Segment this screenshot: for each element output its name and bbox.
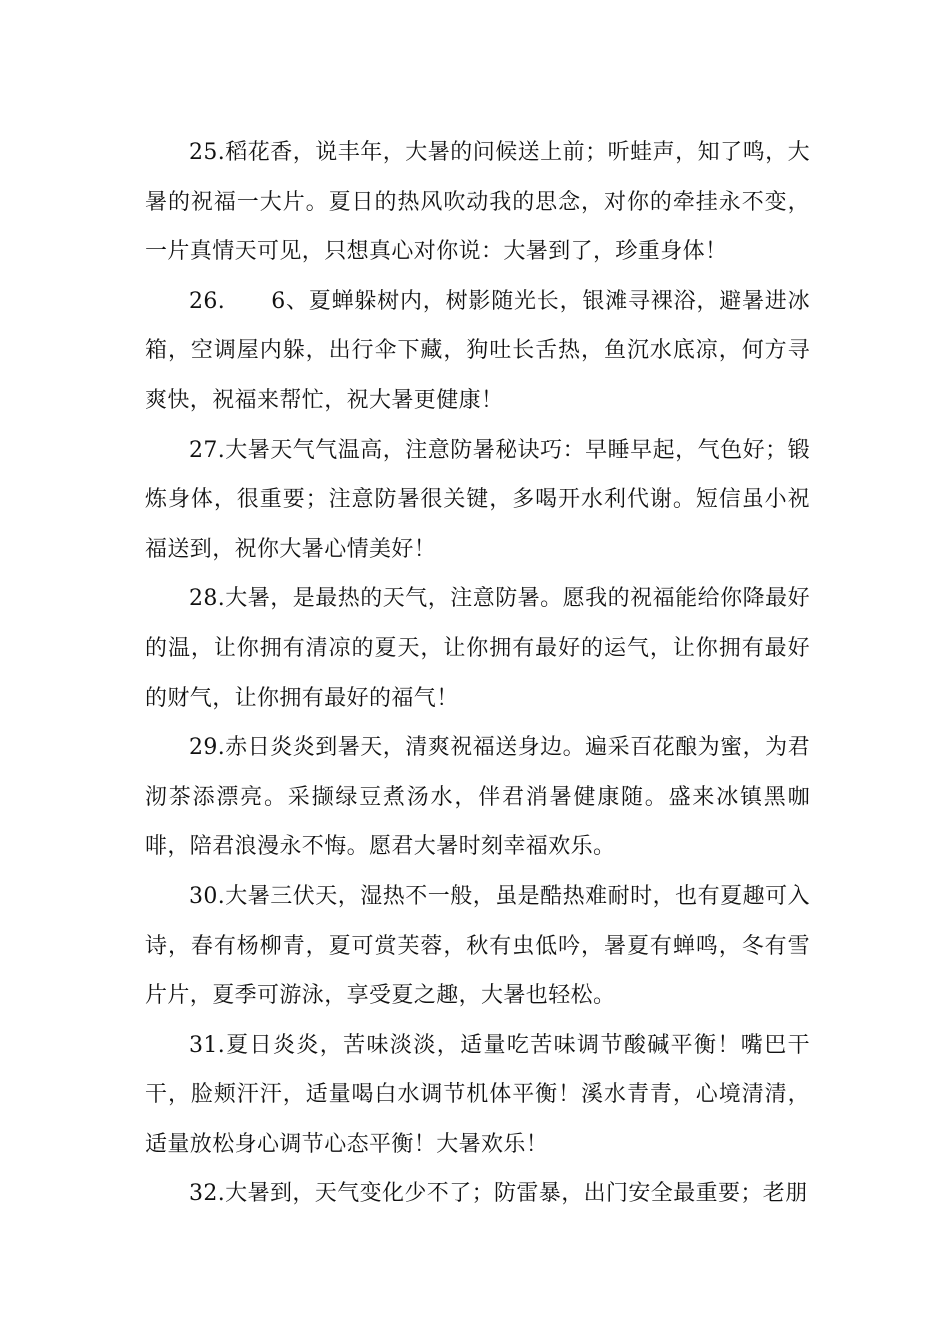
paragraph-32: 32.大暑到，天气变化少不了；防雷暴，出门安全最重要；老朋 (189, 1181, 808, 1207)
paragraph-26: 26. 6、夏蝉躲树内，树影随光长，银滩寻裸浴，避暑进冰箱，空调屋内躲，出行伞下藏，狗吐长舌热，鱼沉水底凉，何方寻爽快，祝福来帮忙，祝大暑更健康！ (145, 288, 810, 413)
paragraph-30: 30.大暑三伏天，湿热不一般，虽是酷热难耐时，也有夏趣可入诗，春有杨柳青，夏可赏芙蓉，秋有虫低吟，暑夏有蝉鸣，冬有雪片片，夏季可游泳，享受夏之趣，大暑也轻松。 (145, 883, 810, 1009)
paragraph-25: 25.稻花香，说丰年，大暑的问候送上前；听蛙声，知了鸣，大暑的祝福一大片。夏日的热风吹动我的思念，对你的牵挂永不变，一片真情天可见，只想真心对你说：大暑到了，珍重身体！ (145, 140, 810, 265)
paragraph-31: 31.夏日炎炎，苦味淡淡，适量吃苦味调节酸碱平衡！嘴巴干干，脸颊汗汗，适量喝白水调节机体平衡！溪水青青，心境清清，适量放松身心调节心态平衡！大暑欢乐！ (145, 1032, 810, 1157)
paragraph-27: 27.大暑天气气温高，注意防暑秘诀巧：早睡早起，气色好；锻炼身体，很重要；注意防暑很关键，多喝开水利代谢。短信虽小祝福送到，祝你大暑心情美好！ (145, 437, 810, 562)
paragraph-28: 28.大暑，是最热的天气，注意防暑。愿我的祝福能给你降最好的温，让你拥有清凉的夏天，让你拥有最好的运气，让你拥有最好的财气，让你拥有最好的福气！ (145, 586, 810, 711)
paragraph-29: 29.赤日炎炎到暑天，清爽祝福送身边。遍采百花酿为蜜，为君沏茶添漂亮。采撷绿豆煮汤水，伴君消暑健康随。盛来冰镇黑咖啡，陪君浪漫永不悔。愿君大暑时刻幸福欢乐。 (145, 735, 810, 860)
document-body (145, 128, 810, 1219)
